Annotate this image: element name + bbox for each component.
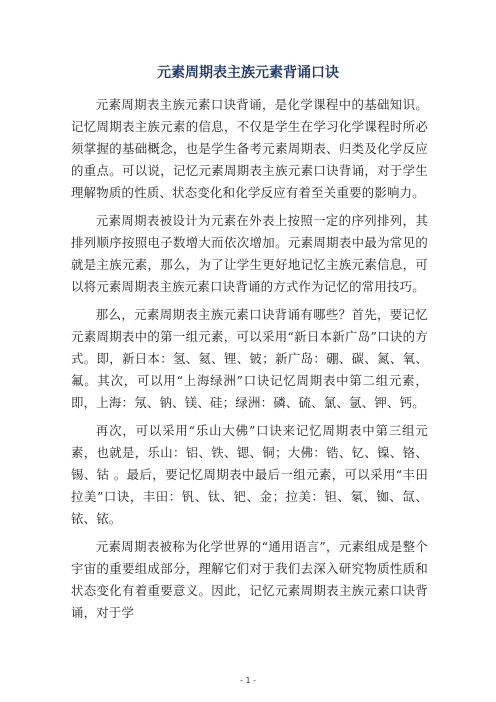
document-title: 元素周期表主族元素背诵口诀 [157, 65, 339, 81]
paragraph-5: 元素周期表被称为化学世界的“通用语言”，元素组成是整个宇宙的重要组成部分，理解它们对于我们去深入研究物质性质和状态变化有着重要意义。因此，记忆元素周期表主族元素口诀背诵，对于学 [71, 539, 428, 620]
page-number: - 1 - [240, 676, 256, 685]
paragraph-4: 再次，可以采用“乐山大佛”口诀来记忆周期表中第三组元素，也就是，乐山：铝、铁、锶、铜；大佛：锆、钇、镍、铬、锡、钴 。最后，要记忆周期表中最后一组元素，可以采用“丰田拉美”口诀，丰田：钒、钛、钯、金；拉美：钽、氡、铷、氙、铱、铱。 [71, 423, 428, 526]
paragraph-2: 元素周期表被设计为元素在外表上按照一定的序列排列，其排列顺序按照电子数增大而依次增加。元素周期表中最为常见的就是主族元素，那么，为了让学生更好地记忆主族元素信息，可以将元素周期表主族元素口诀背诵的方式作为记忆的常用技巧。 [71, 213, 428, 294]
document-body [71, 94, 428, 630]
paragraph-3: 那么，元素周期表主族元素口诀背诵有哪些？首先，要记忆元素周期表中的第一组元素，可以采用“新日本新广岛”口诀的方式。即，新日本：氢、氦、锂、铍；新广岛：硼、碳、氮、氧、氟。其次，可以用“上海绿洲”口诀记忆周期表中第二组元素，即，上海：氖、钠、镁、硅；绿洲：磷、硫、氯、氩、钾、钙。 [71, 307, 428, 410]
paragraph-1: 元素周期表主族元素口诀背诵，是化学课程中的基础知识。记忆周期表主族元素的信息，不仅是学生在学习化学课程时所必须掌握的基础概念，也是学生备考元素周期表、归类及化学反应的重点。可以说，记忆元素周期表主族元素口诀背诵，对于学生理解物质的性质、状态变化和化学反应有着至关重要的影响力。 [71, 97, 428, 200]
